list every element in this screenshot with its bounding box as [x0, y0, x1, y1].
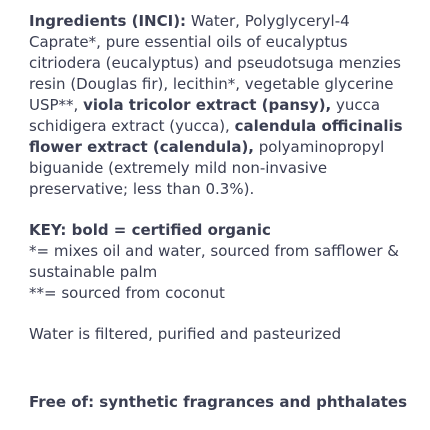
free-of-note: Free of: synthetic fragrances and phthalates — [29, 393, 408, 411]
ingredient-calendula: calendula officinalis flower extract (calendula), — [29, 117, 403, 156]
ingredients-text-2: yucca schidigera extract (yucca), — [29, 96, 381, 135]
water-note: Water is filtered, purified and pasteurized — [29, 325, 342, 343]
ingredients-paragraph — [29, 11, 414, 200]
key-section — [29, 220, 414, 304]
ingredients-label: Ingredients (INCI): — [29, 12, 187, 30]
key-label: KEY: bold = certified organic — [29, 221, 271, 239]
ingredients-text-3: polyaminopropyl biguanide (extremely mild non-invasive preservative; less than 0.3%). — [29, 138, 385, 198]
key-note-double-asterisk: **= sourced from coconut — [29, 284, 225, 302]
key-note-single-asterisk: *= mixes oil and water, sourced from safflower & sustainable palm — [29, 242, 399, 281]
ingredient-pansy: viola tricolor extract (pansy), — [83, 96, 332, 114]
ingredients-text-1: Water, Polyglyceryl-4 Caprate*, pure essential oils of eucalyptus citriodera (eucalyptus) and pseudotsuga menzies resin (Douglas fir), lecithin*, vegetable glycerine USP**, — [29, 12, 401, 114]
